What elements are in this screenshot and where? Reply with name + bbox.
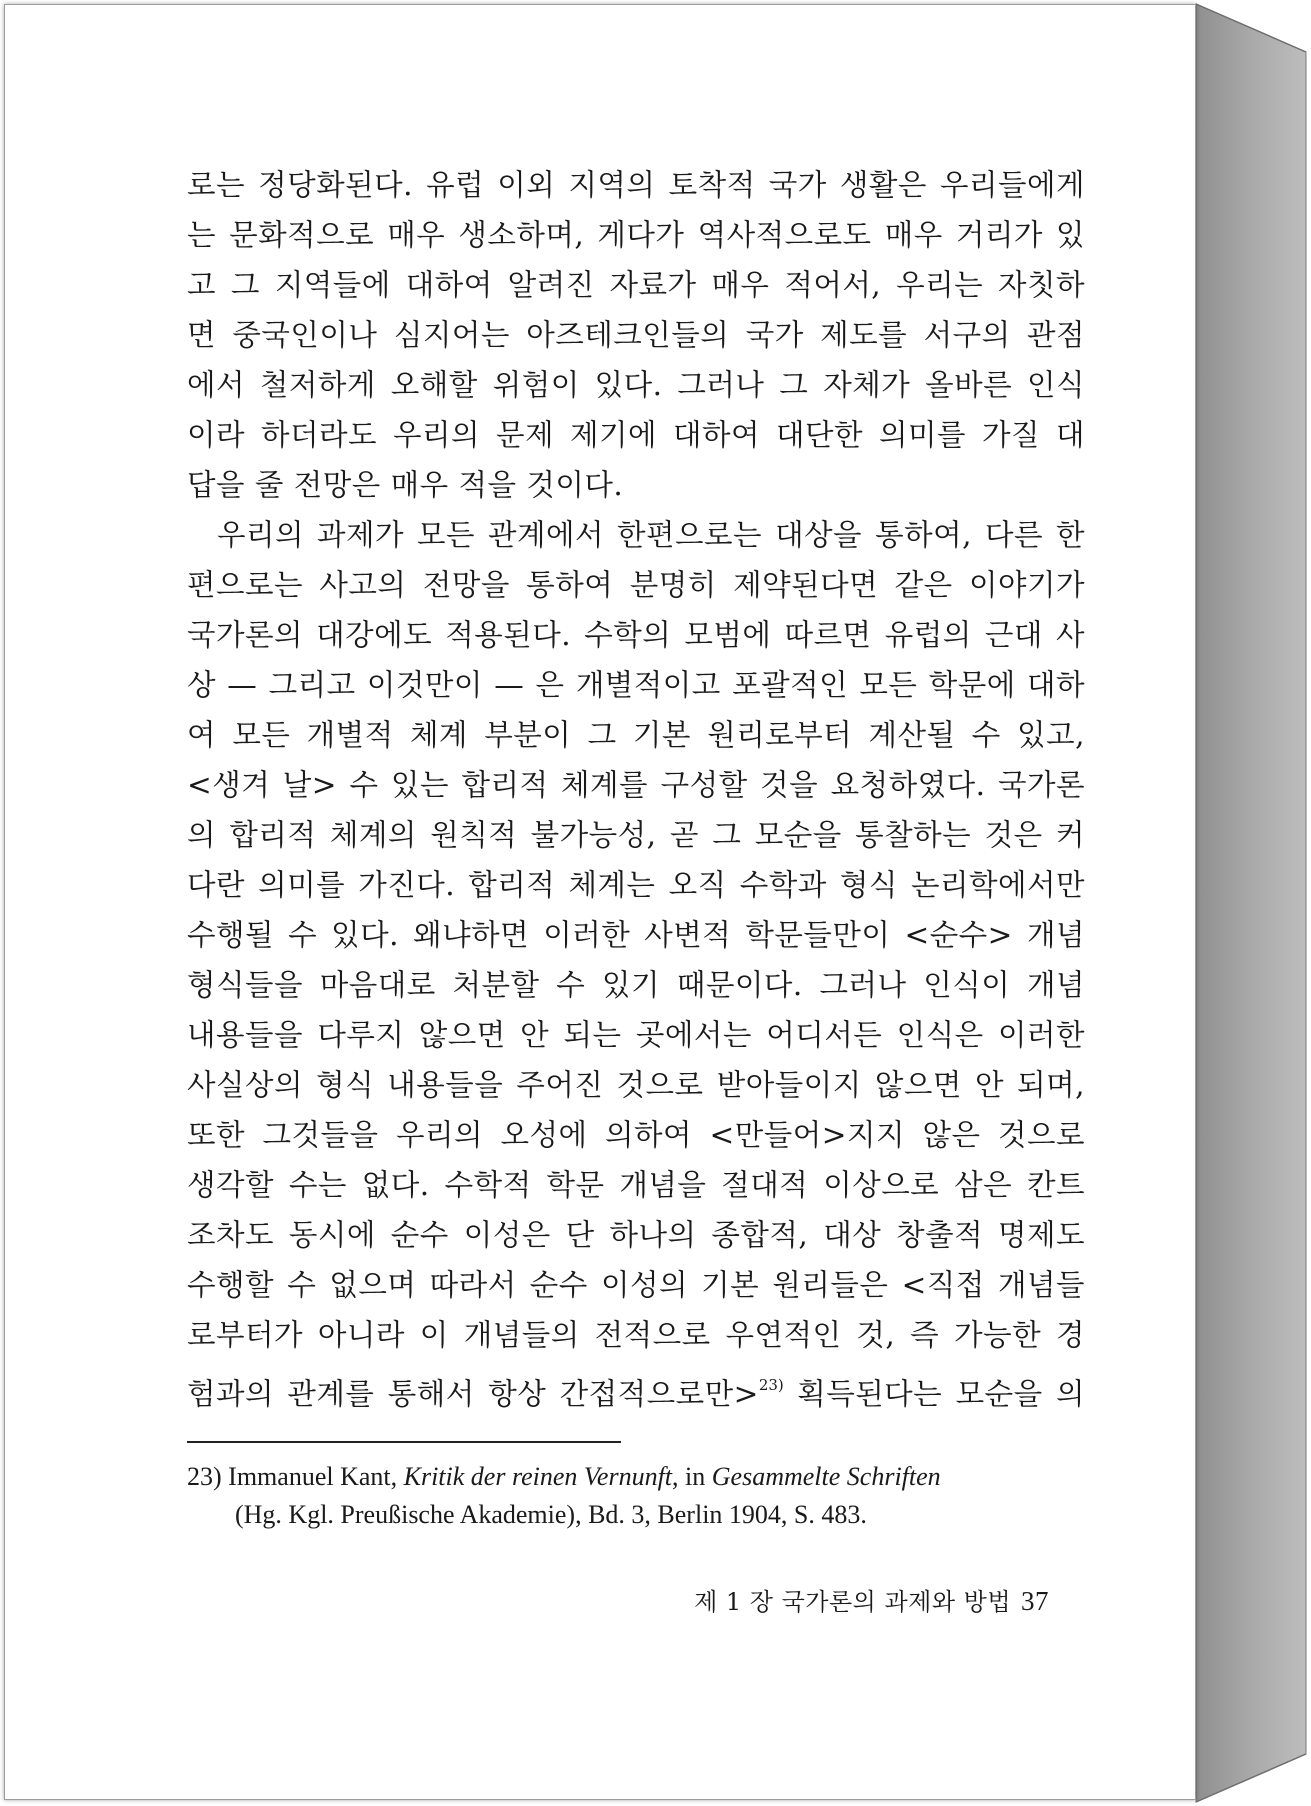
text-line: 수행될 수 있다. 왜냐하면 이러한 사변적 학문들만이 <순수> 개념 [187,918,1085,952]
footnote-marker[interactable]: 23) [758,1376,784,1394]
page-number: 37 [1021,1586,1049,1616]
paragraph-first-line: 우리의 과제가 모든 관계에서 한편으로는 대상을 통하여, 다른 한 [217,518,1085,552]
text-line: 이라 하더라도 우리의 문제 제기에 대하여 대단한 의미를 가질 대 [187,418,1085,452]
footnote-rule [187,1441,621,1443]
text-line: 의 합리적 체계의 원칙적 불가능성, 곧 그 모순을 통찰하는 것은 커 [187,818,1085,852]
text-line: 에서 철저하게 오해할 위험이 있다. 그러나 그 자체가 올바른 인식 [187,368,1085,402]
text-segment: 험과의 관계를 통해서 항상 간접적으로만> [187,1377,759,1411]
text-line: 수행할 수 없으며 따라서 순수 이성의 기본 원리들은 <직접 개념들 [187,1268,1085,1302]
footnote-line-1 [187,1458,1087,1496]
text-line: 상 — 그리고 이것만이 — 은 개별적이고 포괄적인 모든 학문에 대하 [187,668,1085,702]
text-line: 다란 의미를 가진다. 합리적 체계는 오직 수학과 형식 논리학에서만 [187,868,1085,902]
text-line: 내용들을 다루지 않으면 안 되는 곳에서는 어디서든 인식은 이러한 [187,1018,1085,1052]
text-line: 편으로는 사고의 전망을 통하여 분명히 제약된다면 같은 이야기가 [187,568,1085,602]
text-line: 고 그 지역들에 대하여 알려진 자료가 매우 적어서, 우리는 자칫하 [187,268,1085,302]
text-line: 국가론의 대강에도 적용된다. 수학의 모범에 따르면 유럽의 근대 사 [187,618,1085,652]
text-line: 사실상의 형식 내용들을 주어진 것으로 받아들이지 않으면 안 되며, [187,1068,1085,1102]
body-text [187,160,1085,1410]
footnote-line-2: (Hg. Kgl. Preußische Akademie), Bd. 3, Berlin 1904, S. 483. [235,1500,867,1529]
text-line: 또한 그것들을 우리의 오성에 의하여 <만들어>지지 않은 것으로 [187,1118,1085,1152]
text-segment: 획득된다는 모순을 의 [783,1377,1085,1411]
text-line: 면 중국인이나 심지어는 아즈테크인들의 국가 제도를 서구의 관점 [187,318,1085,352]
footnote-separator: , in [672,1462,712,1491]
chapter-title: 제 1 장 국가론의 과제와 방법 [694,1588,1011,1616]
footnote-author: Immanuel Kant, [221,1462,404,1491]
text-line: 생각할 수는 없다. 수학적 학문 개념을 절대적 이상으로 삼은 칸트 [187,1168,1085,1202]
text-line: 로는 정당화된다. 유럽 이외 지역의 토착적 국가 생활은 우리들에게 [187,168,1085,202]
footnote-number: 23) [187,1462,222,1491]
text-line: 는 문화적으로 매우 생소하며, 게다가 역사적으로도 매우 거리가 있 [187,218,1085,252]
text-line: 형식들을 마음대로 처분할 수 있기 때문이다. 그러나 인식이 개념 [187,968,1085,1002]
text-line: 여 모든 개별적 체계 부분이 그 기본 원리로부터 계산될 수 있고, [187,718,1085,752]
footnote [187,1458,1087,1534]
text-line-with-footnote [187,1360,1085,1410]
footnote-collection-title: Gesammelte Schriften [711,1462,941,1491]
running-footer [694,1582,1049,1617]
footnote-title: Kritik der reinen Vernunft [403,1462,673,1491]
text-line: 로부터가 아니라 이 개념들의 전적으로 우연적인 것, 즉 가능한 경 [187,1318,1085,1352]
text-line: <생겨 날> 수 있는 합리적 체계를 구성할 것을 요청하였다. 국가론 [187,768,1085,802]
text-line: 답을 줄 전망은 매우 적을 것이다. [187,468,624,502]
text-line: 조차도 동시에 순수 이성은 단 하나의 종합적, 대상 창출적 명제도 [187,1218,1085,1252]
